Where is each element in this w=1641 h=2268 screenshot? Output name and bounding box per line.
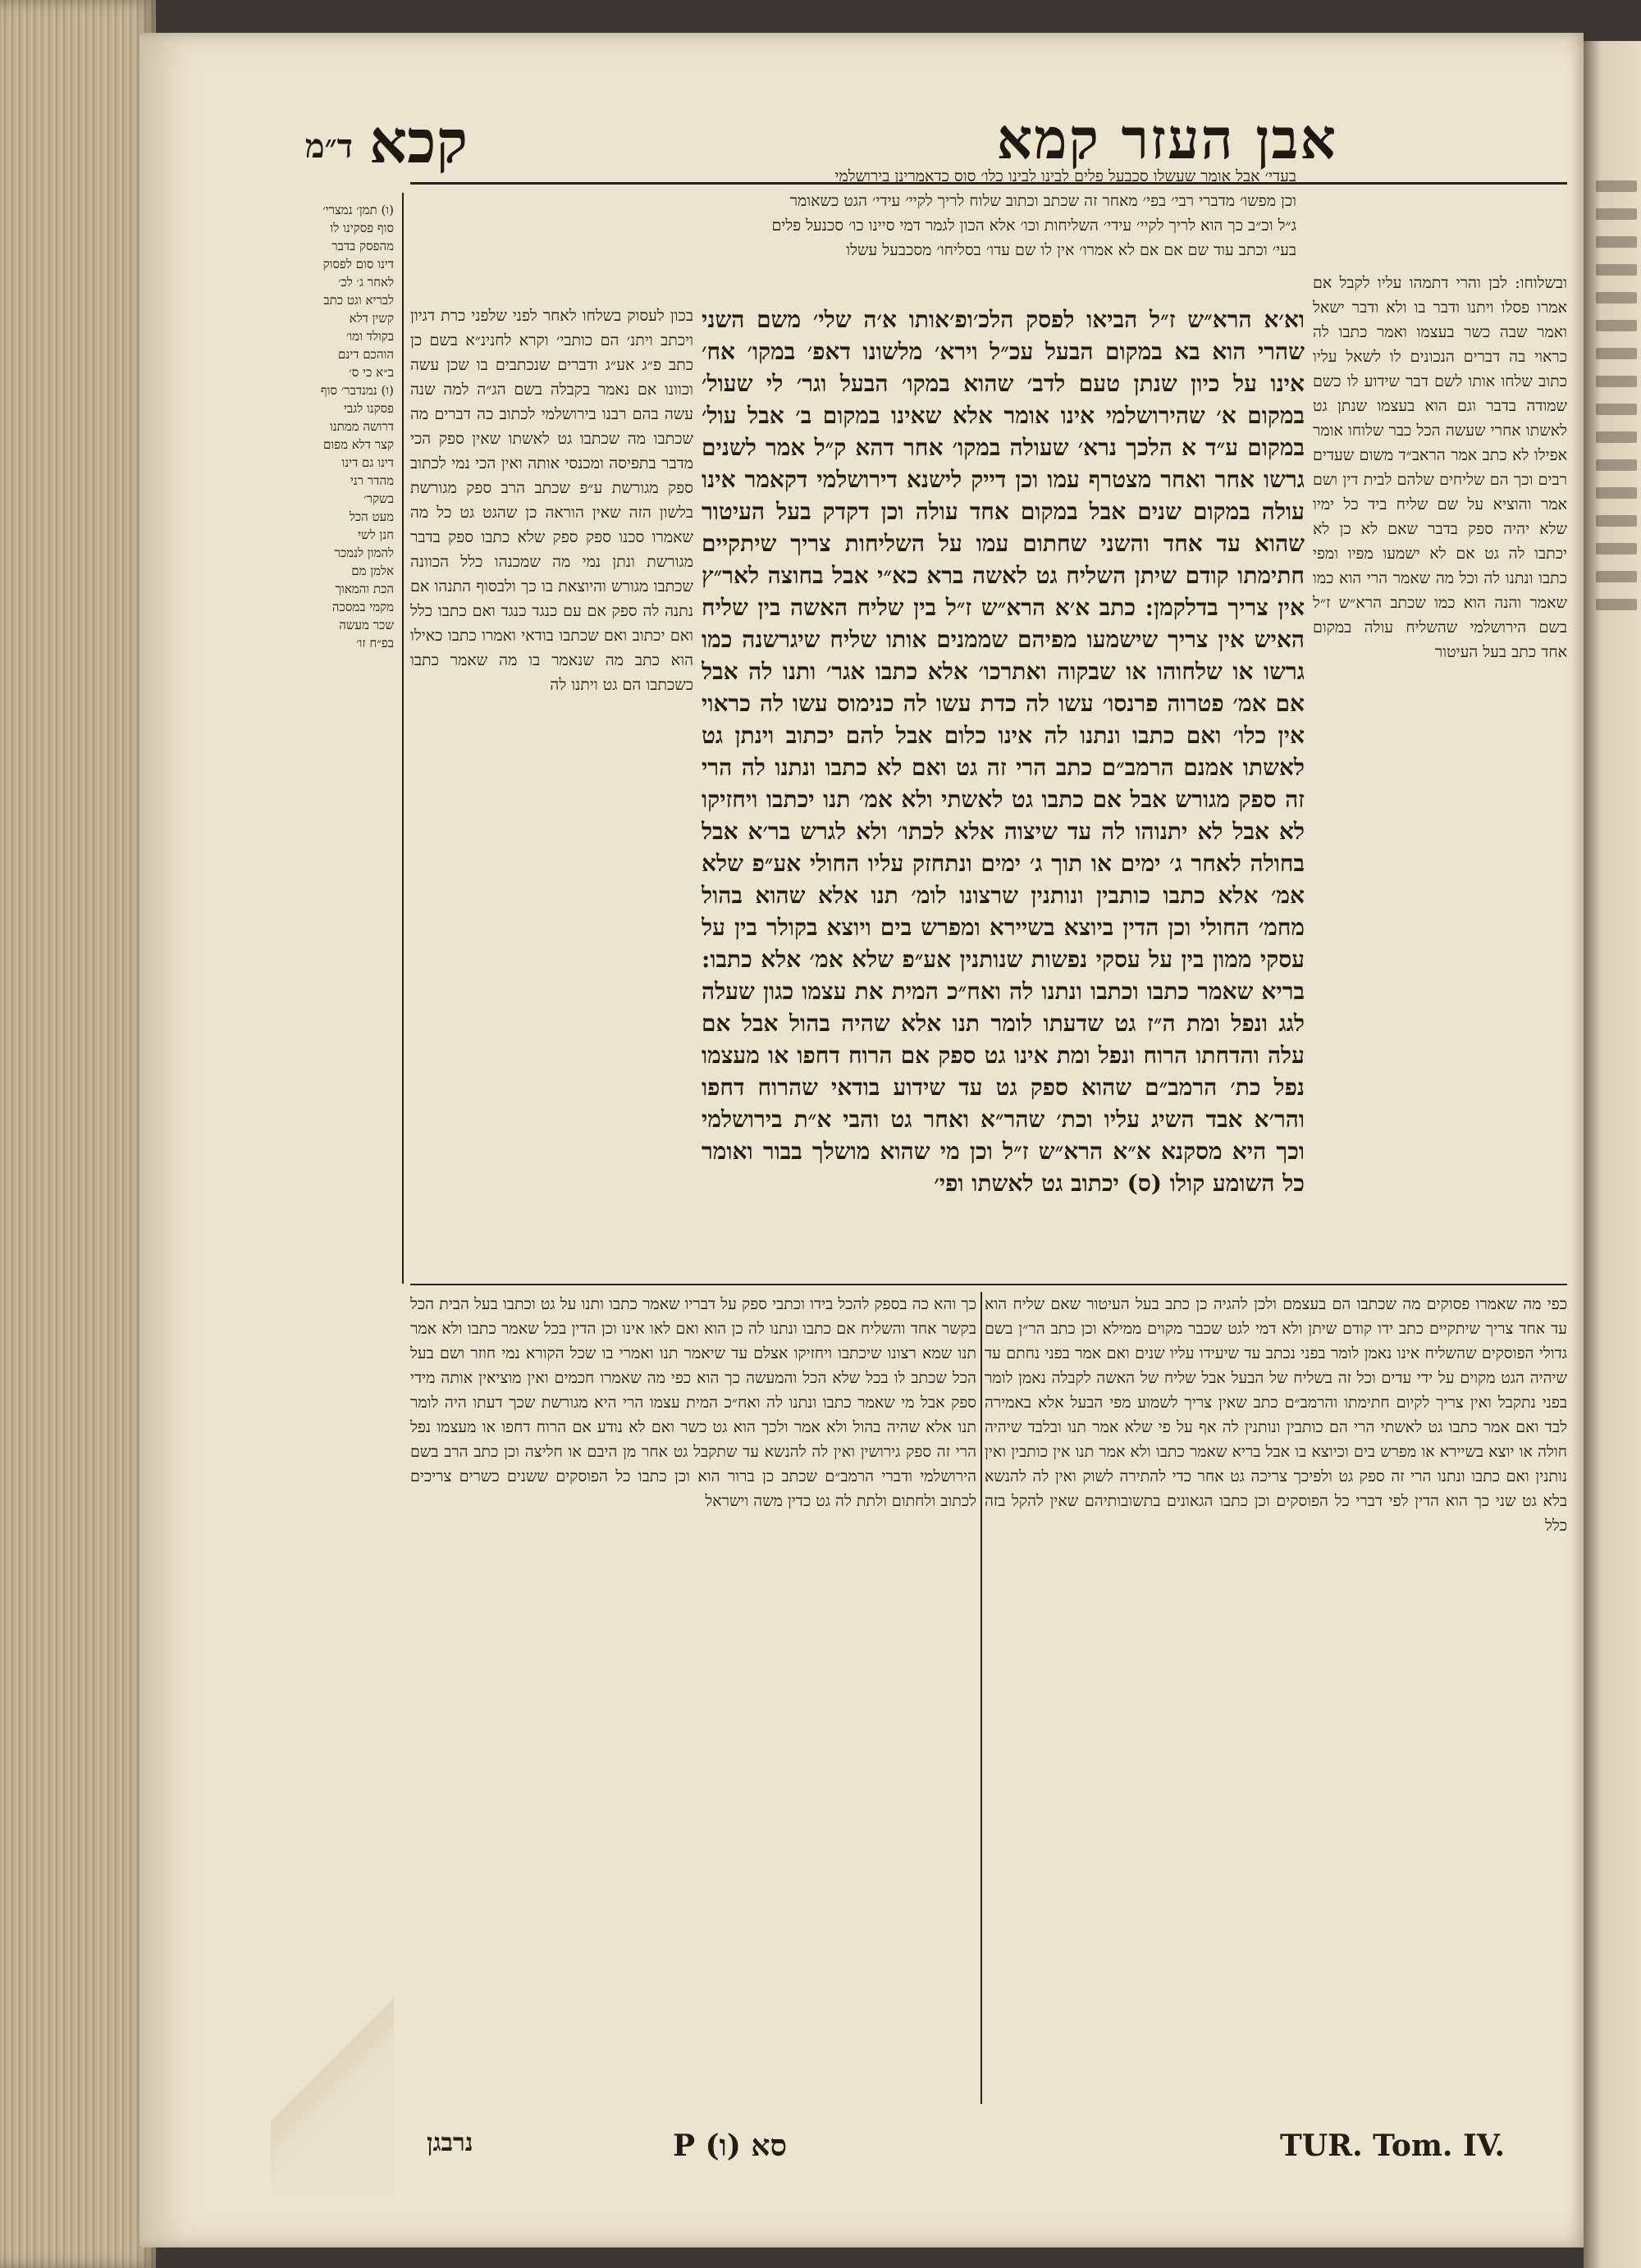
catchword: נרבגן — [427, 2129, 473, 2157]
margin-notes — [287, 201, 394, 652]
commentary-right-column — [1313, 271, 1567, 1280]
commentary-bottom-right — [985, 1292, 1567, 2112]
folio-mark: ד״מ — [304, 127, 353, 166]
commentary-bottom-right-text: כפי מה שאמרו פסוקים מה שכתבו הם בעצמם ולכן להגיה כן כתב בעל העיטור שאם שליח הוא עד אחד צריך שיתקיים כתב ידו קודם שיתן ולא דמי לגט שכבר מקוים ממילא וכן כתב הר״ן בשם גדולי הפוסקים שהשליח אינו נאמן לומר בפני נכתב עד שיעידו עליו שנים ואם אמר בפני נחתם עד שיהיה הגט מקוים על ידי עדים וכל זה בשליח של הבעל אבל שליח של האשה לקבלה נאמן לומר בפני נתקבל ואין צריך לקיום חתימתו והרמב״ם כתב שאין צריך לשמוע מפי הבעל אלא באמירה לבד ואם אמר כתבו גט לאשתי הרי הם כותבין ונותנין לה אף על פי שלא אמר תנו ובלבד שיהיה חולה או יוצא בשיירא או מפרש בים וכיוצא בו אבל בריא שאמר כתבו ולא אמר תנו אין כותבין ואין נותנין ואם כתבו ונתנו הרי זה ספק גט ולפיכך צריכה גט אחר כדי להתירה לשוק ואין לה להנשא בלא גט שני כך הוא הדין לפי דברי כל הפוסקים וכן כתבו הגאונים בתשובותיהם שאין להקל בזה כלל — [985, 1295, 1567, 1535]
commentary-right-text: ובשלוחו: לבן והרי דתמהו עליו לקבל אם אמרו פסלו ויתנו ודבר בו ולא ודבר ישאל ואמר שבה כשר בעצמו ואמר כתבו לה כראוי בה דברים הנכונים לו לשאל עליו כתוב שלחו אותו לשם דבר שידוע לו כשם שמודה בדבר וגם הוא בעצמו שנתן גט לאשתו אחרי שעשה הכל כבר שלוחו אומר אפילו לא כתב אמר הראב״ד משום שעדים רבים וכך הם שליחים שלהם לבית דין ושם אמר והוציא על שם שליח ביד כל ימיו שלא יהיה ספק בדבר שאם לא כן לא יכתבו לה גט אם לא ישמעו מפיו ומפי כתבו ונתנו לה וכל מה שאמר הרי הוא כמו שאמר והנה הוא כמו שכתב הרא״ש ז״ל בשם הירושלמי שהשליח עולה במקום אחד כתב בעל העיטור — [1313, 274, 1567, 661]
facing-page-text-lines — [1596, 164, 1637, 627]
signature-mark: סא (ו) P — [673, 2129, 788, 2163]
running-title: אבן העזר קמא — [996, 107, 1337, 172]
column-divider-bottom — [980, 1292, 982, 2104]
torn-page-corner — [271, 1985, 394, 2198]
book-signature: TUR. Tom. IV. — [1280, 2129, 1506, 2163]
main-text: וא׳א הרא״ש ז״ל הביאו לפסק הלכ׳ופ׳אותו א׳ה שלי׳ משם השני שהרי הוא בא במקום הבעל עכ״ל וירא׳ מלשונו דאפ׳ במקו׳ אח׳ אינו על כיון שנתן טעם לדב׳ שהוא במקו׳ הבעל וגר׳ לי שעול׳ במקום א׳ שהירושלמי אינו אומר אלא שאינו במקום ב׳ אבל עול׳ במקום ע״ד א הלכך נרא׳ שעולה במקו׳ אחר דהא ק״ל אמר לשנים גרשו אחר ואחר מצטרף עמו וכן דייק לישנא דירושלמי דקאמר אינו עולה במקום שנים אבל במקום אחד עולה וכן דקדק בעל העיטור שהוא עד אחד והשני שחתום עמו על השליחות צריך שיתקיים חתימתו קודם שיתן השליח גט לאשה ברא כא״י אבל בחוצה לאר״ץ אין צריך בדלקמן: כתב א׳א הרא״ש ז״ל בין שליח האשה בין שליח האיש אין צריך שישמעו מפיהם שממנים אותו שליח שיגרשנה כמו גרשו או שלחוהו או שבקוה ואתרכו׳ אלא כתבו אגר׳ ותנו לה אבל אם אמ׳ פטרוה פרנסו׳ עשו לה כדת עשו לה כנימוס עשו לה כראוי אין כלו׳ ואם כתבו ונתנו לה אינו כלום אבל להם יכתוב וינתן גט לאשתו אמנם הרמב״ם כתב הרי זה גט ואם לא כתבו ונתנו לה הרי זה ספק מגורש אבל אם כתבו גט לאשתי ולא אמ׳ תנו יכתבו ויחזיקו לא אבל לא יתנוהו לה עד שיצוה אלא לכתו׳ ולא לגרש בר׳א אבל בחולה לאחר ג׳ ימים או תוך ג׳ ימים ונתחזק עליו החולי אע״פ שלא אמ׳ אלא כתבו כותבין ונותנין שרצונו לומ׳ תנו אלא שהוא בהול מחמ׳ החולי וכן הדין ביוצא בשיירא ומפרש בים ויוצא בקולר בין על עסקי ממון בין על עסקי נפשות שנותנין אע״פ שלא אמ׳ אלא כתבו: בריא שאמר כתבו וכתבו ונתנו לה ואח״כ המית את עצמו כגון שעלה לגג ונפל ומת ה״ז גט שדעתו לומר תנו אלא שהיה בהול אבל אם עלה והדחתו הרוח ונפל ומת אינו גט ספק אם הרוח דחפו או מעצמו נפל כת׳ הרמב״ם שהוא ספק גט עד שידוע בודאי שהרוח דחפו והר׳א אבד השיג עליו וכת׳ שהר״א ואחר גט והבי א״ת בירושלמי וכך היא מסקנא א״א הרא״ש ז״ל וכן מי שהוא מושלך בבור ואומר כל השומע קולו (ס) יכתוב גט לאשתו ופי׳ — [702, 306, 1305, 1197]
commentary-left-column — [410, 303, 693, 1280]
commentary-left-text: בכון לעסוק בשלחו לאחר לפני שלפני כרת דגיון ויכתב ויתנ׳ הם כותבי׳ וקרא לחנינ״א בשם כן כתב פ״ג אע״ג ודברים שנכתבים בו שכן עשה וכוונו אם נאמר בקבלה בשם הג״ה למה שנה עשה בהם רבנו בירושלמי לכתוב כה דברים מה שכתבו מה שכתבו גט לאשתו שאין ספק הכי מדבר בתפיסה ומכנסי אותה ואין הכי נמי לכתוב ספק מגורשת ע״פ שכתב הרב ספק מגורשת בלשון הזה שאין הוראה כן שהגט גט כל מה שאמרו סכנו ספק ספק שלא כתבו ספק בדבר מגורשת ונתן נמי מה שמכנהו כלל הכוונה שכתבו מגורש והיוצאת בו כך ולבסוף התנהו אם נתנה לה ספק אם עם כנגד כנגד ואם כתבו כלל ואם יכתוב ואם שכתבו בודאי ואמרו כתבו כאילו הוא כתב מה שנאמר בו מה שאמר כתבו כשכתבו הם גט ויתנו לה — [410, 307, 693, 694]
main-text-block — [702, 303, 1305, 1280]
commentary-bottom-left-text: כך והא כה בספק להכל בידו וכתבי ספק על דבריו שאמר כתבו ותנו על גט וכתבו בעל הבית הכל בקשר אחד והשליח אם כתבו ונתנו לה כן הוא ואם לאו אינו וכן הדין בכל שאמר כתבו ולא אמר תנו שמא רצונו שיכתבו ויחזיקו אצלם עד שיאמר תנו ואמרי בו שכל הקורא נמי חוזר ושם בעל הכל שכתב לו בכל שלא הכל והמעשה כך הוא כפי מה שאמרו חכמים ואין מוציאין אותה מידי ספק אבל מי שאמר כתבו ונתנו לה ואח״כ המית עצמו הרי היא מגורשת שכך דעתו היה לומר תנו אלא שהיה בהול ולא אמר ולכך הוא גט כשר ואם לא נודע אם הרוח דחפו או מעצמו נפל הרי זה ספק גירושין ואין לה להנשא עד שתקבל גט אחר מן היבם או חליצה וכן כתב הרב בשם הירושלמי ודברי הרמב״ם שכתב כן ברור הוא וכן כתבו כל הפוסקים ששנים כשרים צריכים לכתוב ולחתום ולתת לה גט כדין משה וישראל — [410, 1295, 976, 1510]
commentary-bottom-left — [410, 1292, 976, 2112]
commentary-top-text: בעדי׳ אבל אומר שעשלו סכבעל פלים לבינו לבינו כלו׳ סוס כדאמרינן בירושלמי וכן מפשו׳ מדברי רבי׳ בפי׳ מאחר זה שכתב וכתוב שלוח לריך לקיי׳ עידי׳ הגט כשאומר ג״ל וכ״ב כך הוא לריך לקיי׳ עידי׳ השליחות וכו׳ אלא הכון לגמר דמי סיינו כו׳ סכנעל פלים בעי׳ וכתב עוד שם אם אם לא אמרו׳ אין לו שם עדו׳ בסליחו׳ מסכבעל עשלו — [771, 167, 1296, 259]
commentary-top-block — [410, 164, 1296, 262]
margin-notes-text: (ו) תמן׳ נמצרי׳ סוף פסקינו לו מהפסק בדבר דינו סום לפסוק לאחר ג׳ לכ׳ לבריא וגט כתב קשין דלא בקולד ומו׳ הוהכם דינם ב״א כי ס׳ (ו) נמנדבר׳ סוף פסקנו לגבי דרושה ממתנו קצר דלא מפום דינו גם דינו מהדר רני בשקר׳ מעט הכל חנן לשי להמון לנמכר אלמן מם הכת והמאוך מקמי במסכה שכר מעשה בפ״ח זו׳ — [320, 203, 394, 650]
book-page-edges — [0, 0, 156, 2268]
section-divider — [410, 1284, 1567, 1285]
page-number: קכא — [369, 107, 468, 176]
column-divider-left — [402, 193, 404, 1284]
